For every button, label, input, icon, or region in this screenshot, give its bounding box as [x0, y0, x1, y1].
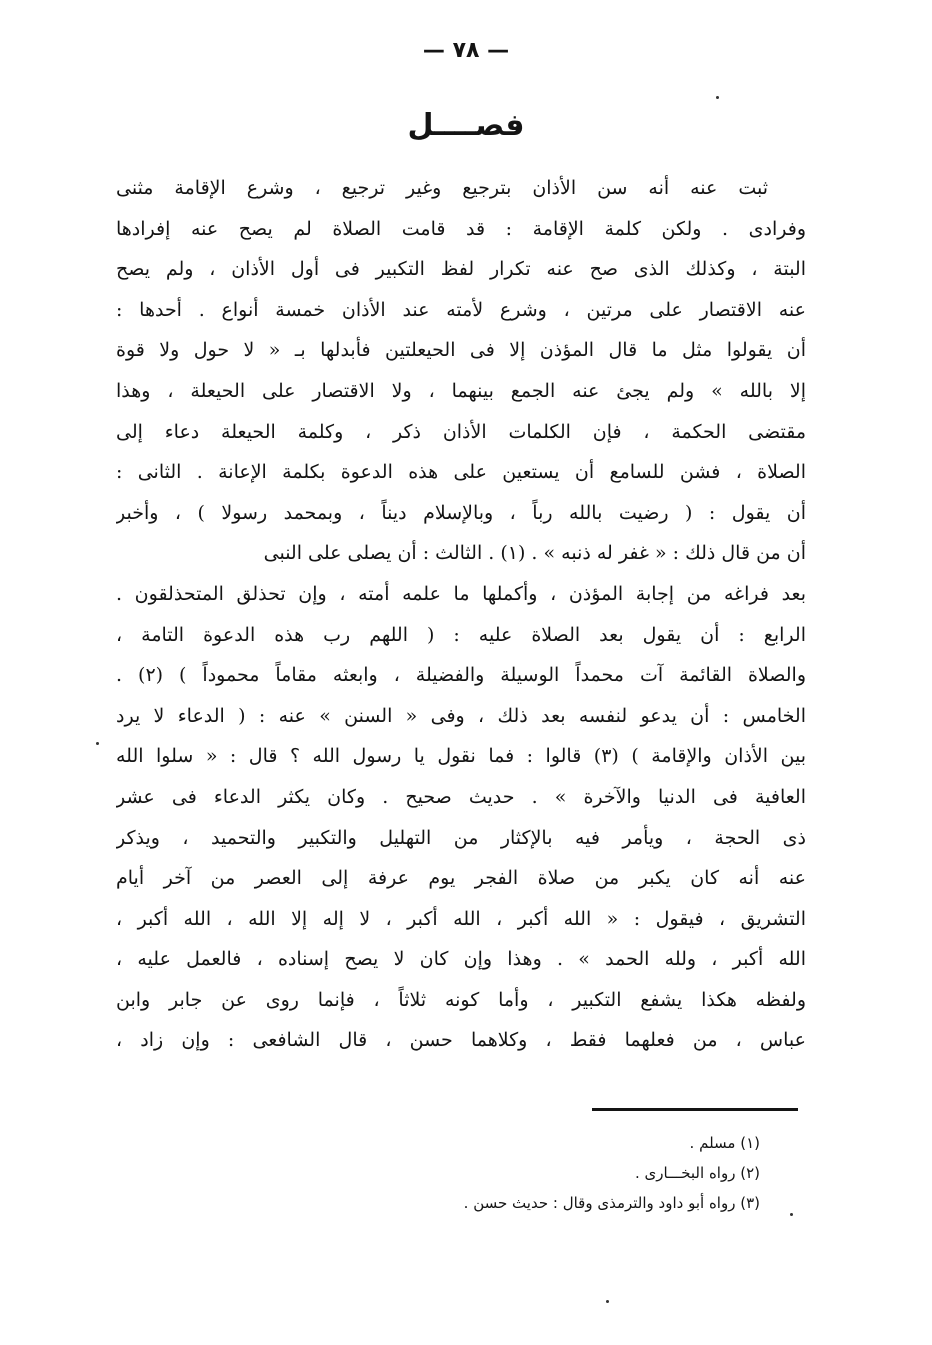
- page-number: — ٧٨ —: [422, 38, 510, 63]
- footnotes: [300, 1128, 760, 1218]
- footnote: (٣) رواه أبو داود والترمذى وقال : حديث حسن .: [463, 1194, 760, 1212]
- footnote-divider: [592, 1108, 798, 1111]
- body-line: الله أكبر ، ولله الحمد » . وهذا وإن كان لا يصح إسناده ، فالعمل عليه ،: [116, 948, 806, 971]
- body-line: بين الأذان والإقامة ) (٣) قالوا : فما نقول يا رسول الله ؟ قال : « سلوا الله: [116, 745, 806, 768]
- footnote: (٢) رواه البخـــارى .: [634, 1164, 760, 1182]
- scan-speck: [606, 1300, 609, 1303]
- scan-speck: [716, 96, 719, 99]
- body-line: البتة ، وكذلك الذى صح عنه تكرار لفظ التكبير فى أول الأذان ، ولم يصح: [116, 258, 806, 281]
- body-line: عنه الاقتصار على مرتين ، وشرع لأمته عند الأذان خمسة أنواع . أحدها :: [116, 298, 806, 321]
- body-line: بعد فراغه من إجابة المؤذن ، وأكملها ما علمه أمته ، وإن تحذلق المتحذلقون .: [116, 582, 806, 605]
- body-line: وفرادى . ولكن كلمة الإقامة : قد قامت الصلاة لم يصح عنه إفرادها: [116, 217, 806, 240]
- body-line: إلا بالله » ولم يجئ عنه الجمع بينهما ، ولا الاقتصار على الحيعلة ، وهذا: [116, 379, 806, 402]
- body-line: الخامس : أن يدعو لنفسه بعد ذلك ، وفى « السنن » عنه : ( الدعاء لا يرد: [116, 704, 806, 727]
- section-title: فصــــل: [407, 108, 525, 143]
- scan-speck: [790, 1213, 793, 1216]
- body-line: ذى الحجة ، ويأمر فيه بالإكثار من التهليل والتكبير والتحميد ، ويذكر: [116, 826, 806, 849]
- body-line: عنه أنه كان يكبر من صلاة الفجر يوم عرفة إلى العصر من آخر أيام: [116, 867, 806, 890]
- body-line: مقتضى الحكمة ، فإن الكلمات الأذان ذكر ، وكلمة الحيعلة دعاء إلى: [116, 420, 806, 443]
- scan-speck: [96, 742, 99, 745]
- body-line: أن يقول : ( رضيت بالله رباً ، وبالإسلام ديناً ، وبمحمد رسولا ) ، وأخبر: [116, 501, 806, 524]
- body-line: ثبت عنه أنه سن الأذان بترجيع وغير ترجيع ، وشرع الإقامة مثنى: [116, 177, 768, 199]
- footnote: (١) مسلم .: [689, 1134, 760, 1152]
- body-line: أن من قال ذلك : « غفر له ذنبه » . (١) . الثالث : أن يصلى على النبى: [263, 542, 806, 565]
- body-text: [116, 168, 806, 1061]
- body-line: والصلاة القائمة آت محمداً الوسيلة والفضيلة ، وابعثه مقاماً محموداً ) (٢) .: [116, 664, 806, 687]
- body-line: التشريق ، فيقول : « الله أكبر ، الله أكبر ، لا إله إلا الله ، الله أكبر ،: [116, 907, 806, 930]
- body-line: الرابع : أن يقول بعد الصلاة عليه : ( اللهم رب هذه الدعوة التامة ،: [116, 623, 806, 646]
- body-line: الصلاة ، فشن للسامع أن يستعين على هذه الدعوة بكلمة الإعانة . الثانى :: [116, 461, 806, 484]
- body-line: أن يقولوا مثل ما قال المؤذن إلا فى الحيعلتين فأبدلها بـ « لا حول ولا قوة: [116, 339, 806, 362]
- body-line: عباس ، من فعلهما فقط ، وكلاهما حسن ، قال الشافعى : وإن زاد ،: [116, 1029, 806, 1052]
- body-line: ولفظه هكذا يشفع التكبير ، وأما كونه ثلاثاً ، فإنما روى عن جابر وابن: [116, 988, 806, 1011]
- body-line: العافية فى الدنيا والآخرة » . حديث صحيح . وكان يكثر الدعاء فى عشر: [116, 785, 806, 808]
